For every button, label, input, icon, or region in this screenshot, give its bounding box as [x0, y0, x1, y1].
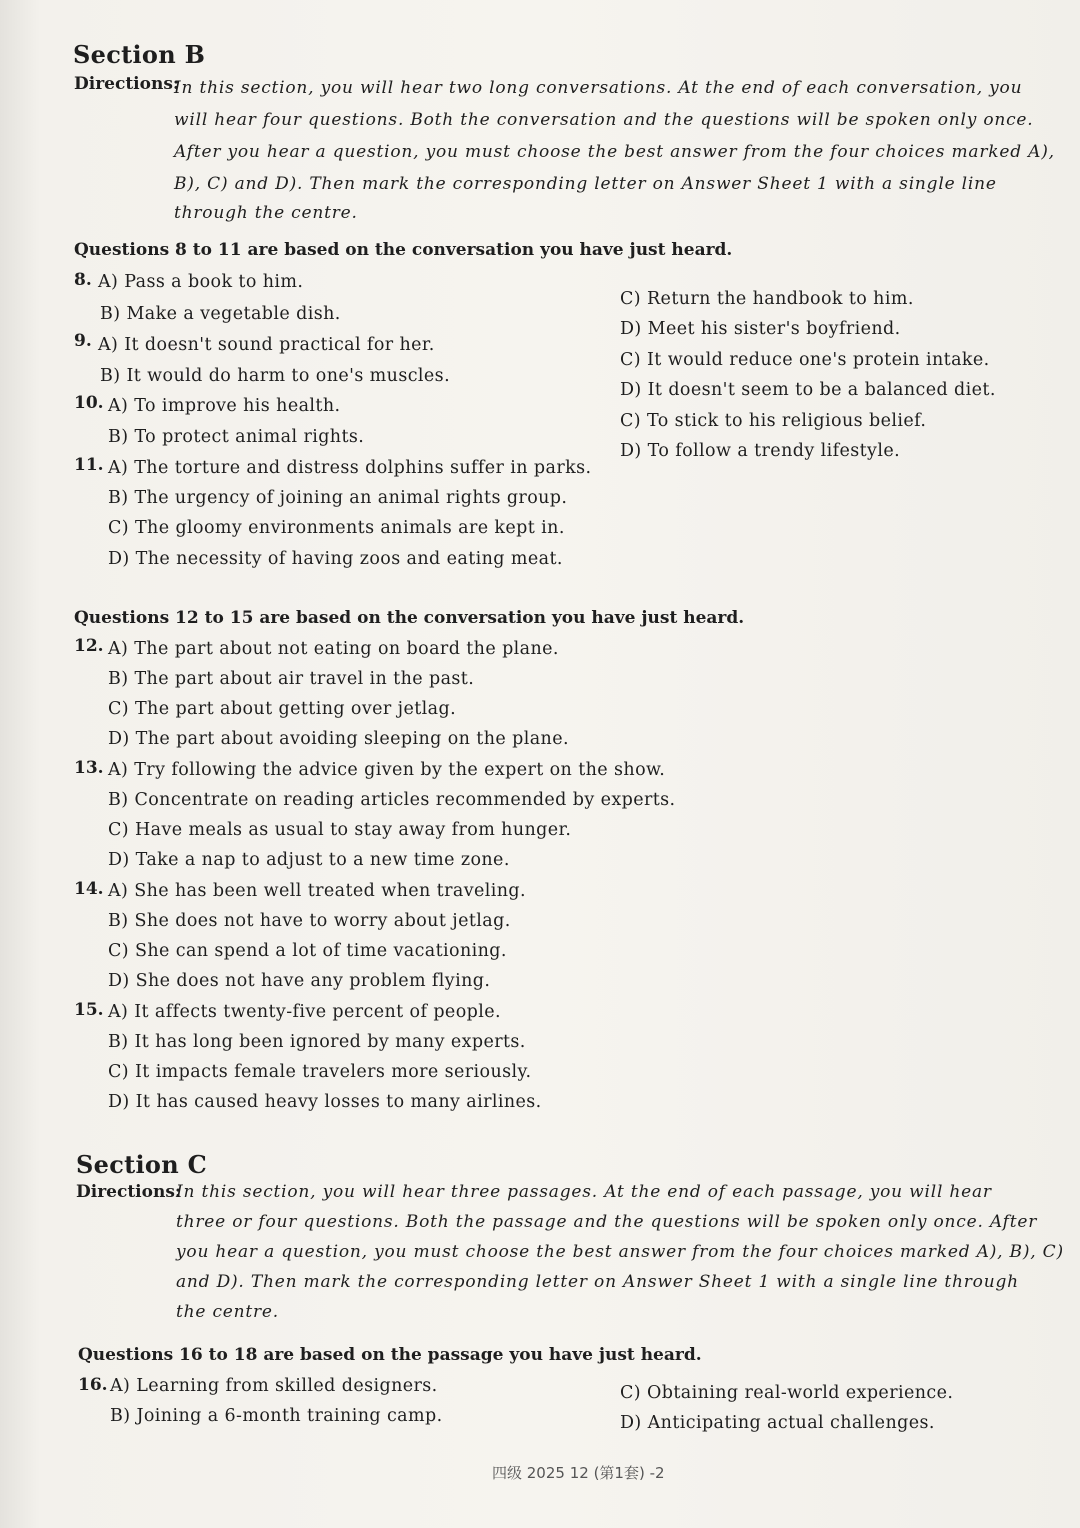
option-d: D) To follow a trendy lifestyle. [620, 441, 901, 461]
option-a: A) Learning from skilled designers. [110, 1376, 438, 1396]
option-b: B) Concentrate on reading articles recommended by experts. [108, 790, 676, 810]
question-number: 16. [78, 1375, 108, 1395]
option-b: B) Make a vegetable dish. [100, 304, 341, 324]
option-b: B) The part about air travel in the past. [108, 669, 475, 689]
option-c: C) To stick to his religious belief. [620, 411, 927, 431]
option-a: A) It doesn't sound practical for her. [98, 335, 435, 355]
section-c-directions-line: In this section, you will hear three passages. At the end of each passage, you will hear [176, 1182, 992, 1202]
question-number: 11. [74, 455, 104, 475]
question-group-heading: Questions 12 to 15 are based on the conversation you have just heard. [74, 608, 745, 628]
section-b-title: Section B [73, 40, 206, 69]
page-footer: 四级 2025 12 (第1套) -2 [492, 1464, 665, 1482]
option-a: A) The part about not eating on board the plane. [108, 639, 559, 659]
option-a: A) She has been well treated when traveling. [108, 881, 526, 901]
section-c-directions-line: you hear a question, you must choose the best answer from the four choices marked A), B), C) [176, 1242, 1064, 1262]
option-c: C) The gloomy environments animals are kept in. [108, 518, 565, 538]
option-b: B) It would do harm to one's muscles. [100, 366, 451, 386]
section-c-directions-label: Directions: [76, 1182, 182, 1202]
option-a: A) Pass a book to him. [98, 272, 304, 292]
option-c: C) The part about getting over jetlag. [108, 699, 457, 719]
option-d: D) The necessity of having zoos and eating meat. [108, 549, 563, 569]
section-b-directions-line: B), C) and D). Then mark the corresponding letter on Answer Sheet 1 with a single line [174, 174, 997, 194]
section-c-title: Section C [76, 1150, 208, 1179]
option-b: B) She does not have to worry about jetlag. [108, 911, 511, 931]
section-c-directions-line: three or four questions. Both the passage and the questions will be spoken only once. After [176, 1212, 1038, 1232]
section-c-directions-line: and D). Then mark the corresponding letter on Answer Sheet 1 with a single line through [176, 1272, 1019, 1292]
option-b: B) It has long been ignored by many experts. [108, 1032, 526, 1052]
option-c: C) Return the handbook to him. [620, 289, 914, 309]
question-number: 10. [74, 393, 104, 413]
section-b-directions-label: Directions: [74, 74, 180, 94]
option-a: A) The torture and distress dolphins suffer in parks. [108, 458, 592, 478]
option-d: D) Meet his sister's boyfriend. [620, 319, 901, 339]
option-d: D) She does not have any problem flying. [108, 971, 491, 991]
option-a: A) To improve his health. [108, 396, 341, 416]
section-b-directions-line: through the centre. [174, 203, 358, 223]
section-b-directions-line: will hear four questions. Both the conversation and the questions will be spoken only once. [174, 110, 1034, 130]
option-c: C) It impacts female travelers more seriously. [108, 1062, 532, 1082]
section-b-directions-line: In this section, you will hear two long conversations. At the end of each conversation, you [174, 78, 1023, 98]
option-a: A) Try following the advice given by the expert on the show. [108, 760, 666, 780]
question-number: 12. [74, 636, 104, 656]
question-number: 15. [74, 1000, 104, 1020]
option-d: D) It has caused heavy losses to many airlines. [108, 1092, 542, 1112]
question-number: 8. [74, 270, 92, 290]
question-group-heading: Questions 16 to 18 are based on the passage you have just heard. [78, 1345, 702, 1365]
option-d: D) Anticipating actual challenges. [620, 1413, 935, 1433]
option-a: A) It affects twenty-five percent of people. [108, 1002, 501, 1022]
option-d: D) Take a nap to adjust to a new time zone. [108, 850, 510, 870]
question-group-heading: Questions 8 to 11 are based on the conversation you have just heard. [74, 240, 733, 260]
option-d: D) It doesn't seem to be a balanced diet. [620, 380, 996, 400]
option-c: C) It would reduce one's protein intake. [620, 350, 990, 370]
option-d: D) The part about avoiding sleeping on the plane. [108, 729, 569, 749]
question-number: 9. [74, 331, 92, 351]
section-c-directions-line: the centre. [176, 1302, 279, 1322]
option-b: B) The urgency of joining an animal rights group. [108, 488, 568, 508]
option-b: B) To protect animal rights. [108, 427, 365, 447]
option-b: B) Joining a 6-month training camp. [110, 1406, 443, 1426]
question-number: 13. [74, 758, 104, 778]
option-c: C) Have meals as usual to stay away from hunger. [108, 820, 572, 840]
option-c: C) She can spend a lot of time vacationing. [108, 941, 507, 961]
question-number: 14. [74, 879, 104, 899]
option-c: C) Obtaining real-world experience. [620, 1383, 954, 1403]
section-b-directions-line: After you hear a question, you must choose the best answer from the four choices marked A), [174, 142, 1055, 162]
